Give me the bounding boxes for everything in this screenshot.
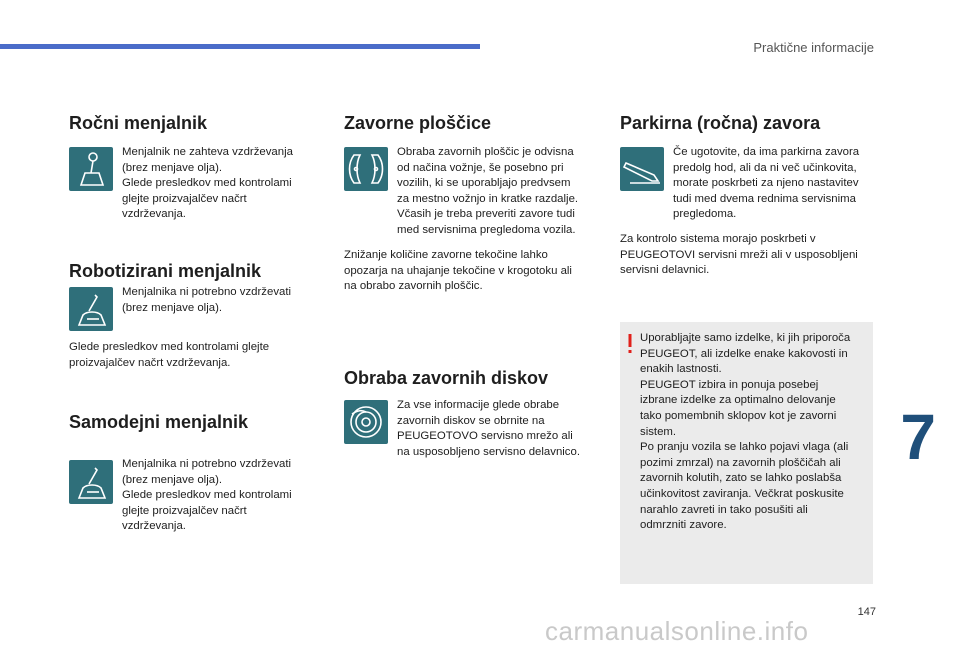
robotized-gearbox-text: Menjalnika ni potrebno vzdrževati (brez menjave olja). bbox=[122, 286, 292, 314]
parking-brake-note: Za kontrolo sistema morajo poskrbeti v PEUGEOTOVI servisni mreži ali v usposobljeni servisni delavnici. bbox=[620, 233, 858, 277]
brake-pads-text: Obraba zavornih ploščic je odvisna od načina vožnje, še posebno pri vozilih, ki se uporabljajo predvsem za mestno vožnjo in kratke razdalje. Včasih je treba preveriti zavore tudi med servisnima pregledoma vozila. bbox=[397, 146, 579, 236]
brake-discs-title: Obraba zavornih diskov bbox=[344, 368, 549, 388]
parking-brake-lever-icon bbox=[620, 147, 664, 191]
manual-gearbox-title: Ročni menjalnik bbox=[69, 113, 208, 133]
brake-disc-icon bbox=[344, 400, 388, 444]
manual-gear-lever-icon bbox=[69, 147, 113, 191]
manual-gearbox-text: Menjalnik ne zahteva vzdrževanja (brez menjave olja). Glede presledkov med kontrolami glejte proizvajalčev načrt vzdrževanja. bbox=[122, 146, 293, 221]
automatic-gearbox-title: Samodejni menjalnik bbox=[69, 412, 249, 432]
automatic-gearbox-text: Menjalnika ni potrebno vzdrževati (brez menjave olja). Glede presledkov med kontrolami glejte proizvajalčev načrt vzdrževanja. bbox=[122, 458, 292, 533]
brake-pads-title: Zavorne ploščice bbox=[344, 113, 492, 133]
brake-discs-text: Za vse informacije glede obrabe zavornih diskov se obrnite na PEUGEOTOVO servisno mrežo ali na usposobljeno servisno delavnico. bbox=[397, 399, 581, 458]
watermark: carmanualsonline.info bbox=[545, 616, 809, 646]
page-number: 147 bbox=[857, 606, 876, 618]
robotized-gearbox-title: Robotizirani menjalnik bbox=[69, 261, 262, 281]
exclamation-warning-icon bbox=[627, 334, 633, 354]
header-accent-bar bbox=[0, 44, 480, 49]
robotized-gear-selector-icon bbox=[69, 287, 113, 331]
warning-text: Uporabljajte samo izdelke, ki jih priporoča PEUGEOT, ali izdelke enake kakovosti in enakih lastnosti. PEUGEOT izbira in ponuja posebej izbrane izdelke za optimalno delovanje tako pomembnih sklopov kot je zavorni sistem. Po pranju vozila se lahko pojavi vlaga (ali pozimi zmrzal) na zavornih ploščičah ali zavornih kolutih, zato se lahko poslabša učinkovitost zaviranja. Večkrat poskusite narahlo zavreti in tako posušiti ali odmrzniti zavore. bbox=[640, 332, 851, 532]
robotized-gearbox-note: Glede presledkov med kontrolami glejte proizvajalčev načrt vzdrževanja. bbox=[69, 341, 270, 369]
brake-pads-icon bbox=[344, 147, 388, 191]
parking-brake-title: Parkirna (ročna) zavora bbox=[620, 113, 821, 133]
section-title: Praktične informacije bbox=[753, 40, 874, 55]
parking-brake-text: Če ugotovite, da ima parkirna zavora predolg hod, ali da ni več učinkovita, morate poskrbeti za njeno nastavitev tudi med dvema rednima servisnima pregledoma. bbox=[673, 146, 860, 221]
chapter-number: 7 bbox=[900, 401, 936, 473]
brake-pads-note: Znižanje količine zavorne tekočine lahko opozarja na uhajanje tekočine v krogotoku ali na obrabo zavornih ploščic. bbox=[344, 249, 572, 293]
automatic-gear-selector-icon bbox=[69, 460, 113, 504]
